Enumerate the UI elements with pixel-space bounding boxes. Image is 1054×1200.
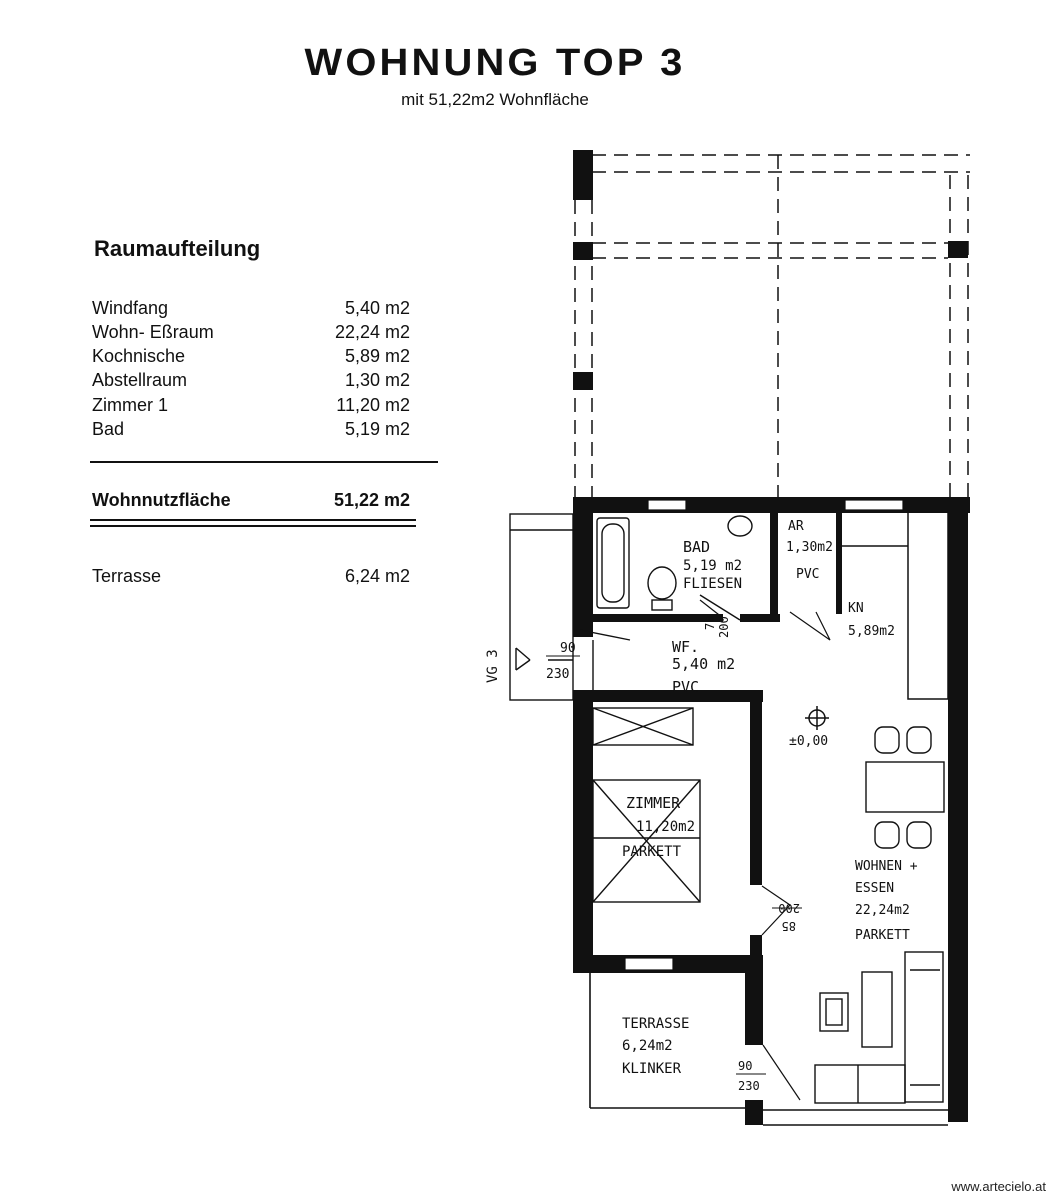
room-label: Zimmer 1	[92, 395, 168, 415]
upper-columns	[573, 150, 968, 390]
terrasse-area: 6,24m2	[622, 1038, 673, 1054]
living-furniture	[815, 952, 943, 1103]
room-area: 5,19 m2	[344, 419, 410, 439]
kn-name: KN	[848, 601, 864, 616]
bad-name: BAD	[683, 538, 711, 556]
room-area: 1,30 m2	[344, 370, 410, 390]
upper-dashed-structure	[575, 155, 970, 498]
room-label: Windfang	[92, 298, 169, 318]
ar-area: 1,30m2	[786, 540, 833, 555]
room-label: Abstellraum	[92, 370, 188, 390]
wf-area: 5,40 m2	[672, 655, 736, 673]
sofa	[905, 952, 943, 1102]
dining-table	[866, 762, 944, 812]
wohnen-area: 22,24m2	[855, 903, 910, 918]
wf-name: WF.	[672, 638, 700, 656]
zimmer-area: 11,20m2	[636, 819, 696, 835]
bad-area: 5,19 m2	[683, 558, 743, 574]
door-entry-width: 90	[560, 641, 576, 656]
entry-canopy	[510, 514, 630, 700]
dining-furniture	[866, 727, 944, 848]
door-swings	[700, 600, 830, 1100]
sofa-bottom	[815, 1065, 905, 1103]
zimmer-name: ZIMMER	[626, 794, 681, 812]
room-area: 22,24 m2	[334, 322, 410, 342]
total-area: 51,22 m2	[333, 490, 410, 510]
kn-area: 5,89m2	[848, 624, 895, 639]
vg-label: VG 3	[485, 649, 501, 683]
room-label: Wohn- Eßraum	[92, 322, 214, 342]
watermark: www.artecielo.at	[951, 1179, 1046, 1194]
room-label: Bad	[92, 419, 125, 439]
door-wz-height: 200	[778, 901, 800, 915]
total-label: Wohnnutzfläche	[92, 490, 231, 510]
ar-floor: PVC	[796, 567, 820, 582]
door-ter-width: 90	[738, 1059, 753, 1073]
door-bad-width: 70	[703, 615, 717, 630]
ar-name: AR	[788, 519, 804, 534]
essen-name: ESSEN	[855, 881, 895, 896]
level-label: ±0,00	[789, 734, 829, 749]
bad-floor: FLIESEN	[683, 576, 743, 592]
toilet-icon	[648, 567, 676, 599]
wohnen-name: WOHNEN +	[855, 859, 918, 874]
room-label: Kochnische	[92, 346, 186, 366]
wohnen-floor: PARKETT	[855, 928, 910, 943]
terrace-label: Terrasse	[92, 566, 162, 586]
sink-icon	[728, 516, 752, 536]
terrasse-name: TERRASSE	[622, 1016, 690, 1032]
door-wz-width: 85	[781, 919, 796, 933]
wf-floor: PVC	[672, 678, 700, 696]
coffee-table	[862, 972, 892, 1047]
door-entry-height: 230	[546, 667, 570, 682]
level-marker-icon	[805, 706, 829, 730]
plan-subtitle: mit 51,22m2 Wohnfläche	[401, 90, 589, 109]
zimmer-floor: PARKETT	[622, 844, 682, 860]
plan-title: WOHNUNG TOP 3	[304, 42, 686, 84]
legend-heading: Raumaufteilung	[94, 236, 261, 261]
terrace-area: 6,24 m2	[344, 566, 410, 586]
room-area: 11,20 m2	[336, 395, 410, 415]
room-area: 5,89 m2	[344, 346, 410, 366]
terrasse-floor: KLINKER	[622, 1061, 682, 1077]
door-bad-height: 200	[717, 616, 731, 638]
door-ter-height: 230	[738, 1079, 760, 1093]
room-area: 5,40 m2	[344, 298, 410, 318]
